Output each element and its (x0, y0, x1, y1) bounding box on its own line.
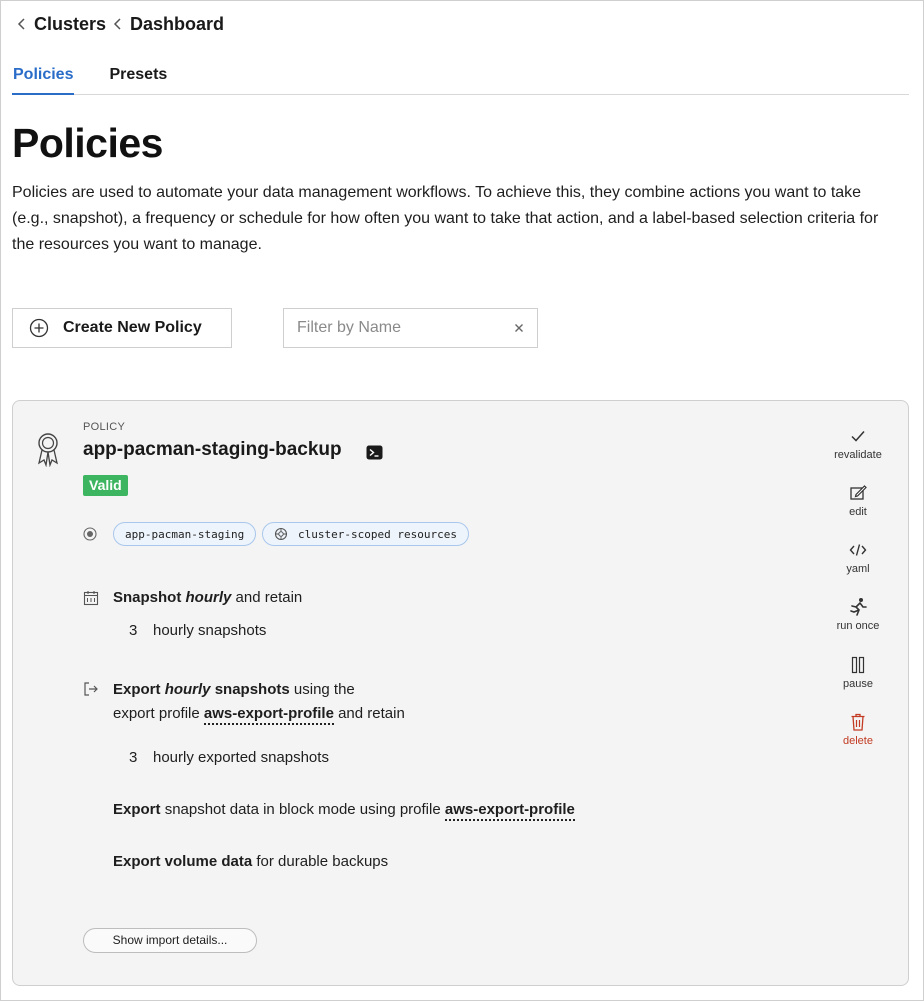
pause-button[interactable] (823, 655, 893, 690)
calendar-icon (83, 590, 99, 606)
selector-chip-label: app-pacman-staging (125, 527, 245, 541)
snapshot-retention (129, 622, 266, 639)
filter-box (283, 308, 538, 348)
tab-policies[interactable]: Policies (12, 64, 74, 95)
yaml-label: yaml (846, 563, 870, 575)
breadcrumb-clusters[interactable]: Clusters (34, 13, 107, 34)
show-import-details-button[interactable]: Show import details... (83, 928, 257, 953)
snapshot-retain-count: 3 (129, 622, 138, 639)
revalidate-label: revalidate (834, 449, 882, 461)
block-export-line (113, 798, 575, 822)
status-badge: Valid (83, 475, 128, 496)
award-icon (35, 431, 61, 467)
snapshot-frequency: hourly (185, 589, 232, 606)
tab-bar (12, 64, 909, 95)
delete-label: delete (843, 735, 873, 747)
yaml-button[interactable] (823, 540, 893, 575)
export-using: using the (293, 681, 355, 698)
export-noun: snapshots (214, 681, 290, 698)
run-once-label: run once (836, 620, 880, 632)
page-description: Policies are used to automate your data management workflows. To achieve this, they combine actions you want to take (e.g., snapshot), a frequency or schedule for how often you want to take that action, and a label-based selection criteria for the resources you want to manage. (12, 184, 879, 253)
volume-export-line (113, 850, 388, 874)
export-suffix: and retain (338, 705, 405, 722)
page-title: Policies (12, 120, 163, 166)
volume-export-text: for durable backups (256, 853, 389, 870)
snapshot-retain-label: hourly snapshots (153, 622, 267, 639)
create-policy-label: Create New Policy (63, 319, 202, 336)
snapshot-schedule (113, 586, 302, 610)
selector-chip-label: cluster-scoped resources (298, 527, 457, 541)
export-retain-label: hourly exported snapshots (153, 749, 329, 766)
export-retention (129, 749, 329, 766)
export-profile-prefix: export profile (113, 705, 200, 722)
policy-name: app-pacman-staging-backup (83, 439, 342, 460)
export-schedule (113, 678, 405, 726)
target-icon (83, 527, 97, 541)
revalidate-button[interactable] (823, 426, 893, 461)
code-icon (848, 540, 868, 560)
pause-icon (848, 655, 868, 675)
edit-label: edit (849, 506, 867, 518)
terminal-icon[interactable] (366, 445, 383, 460)
breadcrumb (16, 12, 224, 36)
pause-label: pause (843, 678, 873, 690)
block-export-text: snapshot data in block mode using profile (164, 801, 441, 818)
export-retain-count: 3 (129, 749, 138, 766)
trash-icon (848, 712, 868, 732)
block-export-profile-link[interactable]: aws-export-profile (445, 801, 575, 821)
export-frequency: hourly (164, 681, 211, 698)
cluster-icon (274, 527, 288, 541)
create-policy-button[interactable] (12, 308, 232, 348)
tab-presets[interactable]: Presets (109, 66, 168, 83)
snapshot-verb: Snapshot (113, 589, 182, 606)
chevron-left-icon (112, 18, 124, 30)
selector-chip (262, 522, 469, 546)
run-once-button[interactable] (823, 597, 893, 632)
plus-circle-icon (29, 318, 49, 338)
close-icon[interactable] (511, 320, 527, 336)
edit-button[interactable] (823, 483, 893, 518)
policy-card (12, 400, 909, 986)
export-profile-link[interactable]: aws-export-profile (204, 705, 334, 725)
delete-button[interactable] (823, 712, 893, 747)
volume-export-bold: Export volume data (113, 853, 253, 870)
export-verb: Export (113, 681, 161, 698)
edit-icon (848, 483, 868, 503)
chevron-left-icon (16, 18, 28, 30)
policy-kicker: POLICY (83, 421, 126, 433)
breadcrumb-dashboard[interactable]: Dashboard (130, 13, 225, 34)
selector-chip (113, 522, 256, 546)
export-icon (83, 681, 99, 697)
snapshot-suffix: and retain (235, 589, 303, 606)
run-icon (848, 597, 868, 617)
filter-name-input[interactable] (284, 309, 504, 347)
block-export-verb: Export (113, 801, 161, 818)
check-icon (848, 426, 868, 446)
